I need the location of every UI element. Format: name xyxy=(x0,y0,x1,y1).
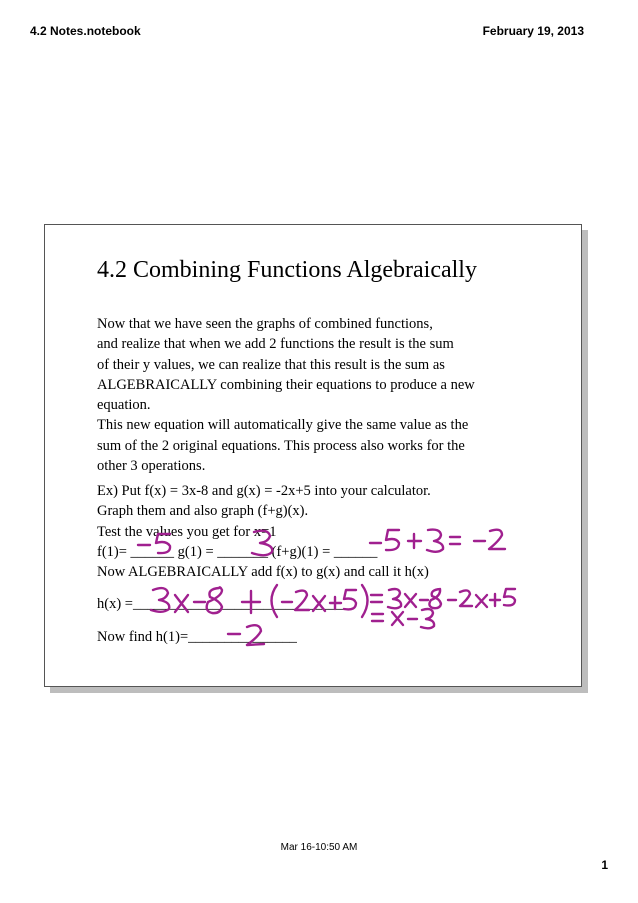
paragraph-line: This new equation will automatically give the same value as the xyxy=(97,417,469,434)
example-line: Now find h(1)=_______________ xyxy=(97,628,297,645)
date-label: February 19, 2013 xyxy=(482,24,584,38)
example-line: Test the values you get for x=1 xyxy=(97,523,277,540)
ink-g1-answer xyxy=(252,531,272,556)
paragraph-line: Now that we have seen the graphs of combined functions, xyxy=(97,316,433,332)
paragraph-line: of their y values, we can realize that this result is the sum as xyxy=(97,356,445,373)
paragraph-line: equation. xyxy=(97,397,151,414)
ink-fg1-answer xyxy=(370,530,505,552)
example-line: Ex) Put f(x) = 3x-8 and g(x) = -2x+5 into your calculator. xyxy=(97,483,431,499)
example-line: Now ALGEBRAICALLY add f(x) to g(x) and call it h(x) xyxy=(97,564,429,581)
ink-hx-simplified xyxy=(372,609,434,628)
footer-timestamp: Mar 16-10:50 AM xyxy=(280,842,358,853)
page-number: 1 xyxy=(601,858,608,872)
paragraph-line: ALGEBRAICALLY combining their equations to produce a new xyxy=(97,376,475,393)
ink-hx-expression xyxy=(151,585,515,617)
ink-f1-answer xyxy=(138,534,170,553)
paragraph-line: sum of the 2 original equations. This process also works for the xyxy=(97,437,465,454)
example-line: f(1)= ______ g(1) = _______ (f+g)(1) = ______ xyxy=(97,543,378,560)
paragraph-line: other 3 operations. xyxy=(97,458,206,475)
slide-title: 4.2 Combining Functions Algebraically xyxy=(97,257,477,283)
ink-h1-answer xyxy=(228,625,264,645)
file-title: 4.2 Notes.notebook xyxy=(30,24,141,38)
example-line: Graph them and also graph (f+g)(x). xyxy=(97,503,309,520)
paragraph-line: and realize that when we add 2 functions the result is the sum xyxy=(97,336,454,353)
example-line: h(x) =______________________________ xyxy=(97,596,351,613)
